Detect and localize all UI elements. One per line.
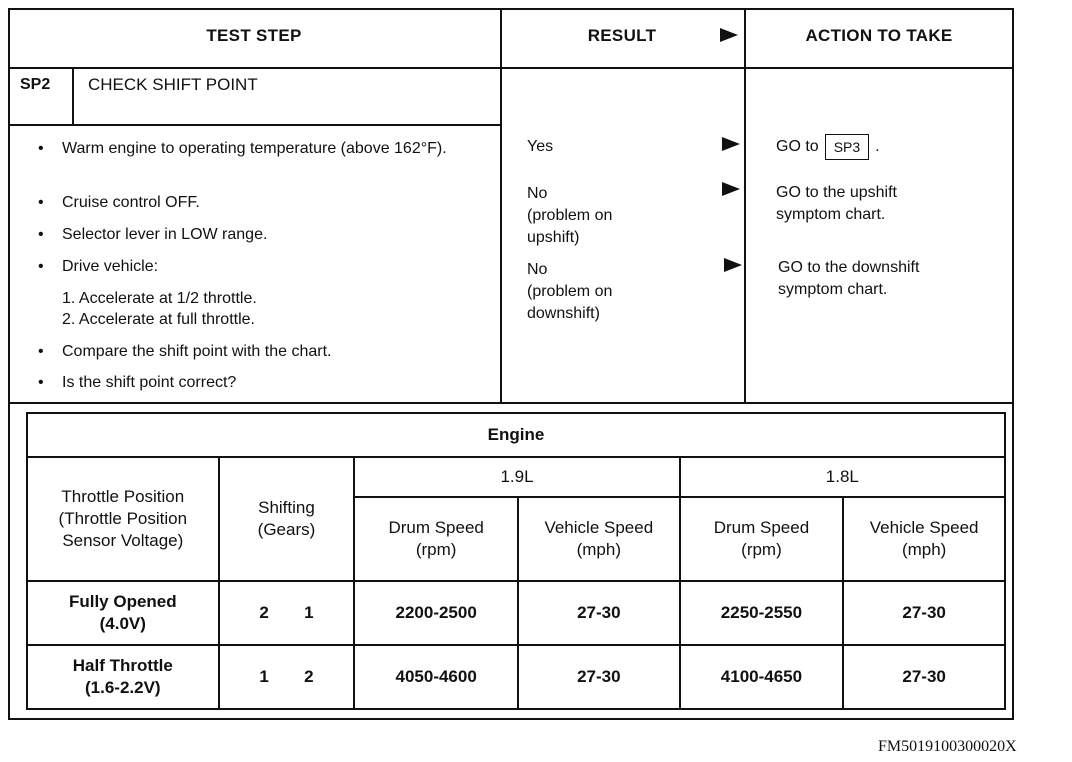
bullet-text: Is the shift point correct? xyxy=(62,374,237,391)
drum-18-cell: 2250-2550 xyxy=(680,581,844,645)
divider xyxy=(8,124,500,126)
bullet-icon: • xyxy=(38,343,44,360)
gear-from: 2 xyxy=(259,603,269,622)
throttle-cell xyxy=(27,581,219,645)
header-line: (mph) xyxy=(576,540,622,559)
drum-19-cell: 2200-2500 xyxy=(354,581,518,645)
veh-19-cell: 27-30 xyxy=(518,581,680,645)
action-text: GO to xyxy=(776,138,819,155)
bullet-text: Warm engine to operating temperature (above 162°F). xyxy=(62,140,447,157)
result-yes: Yes xyxy=(527,138,554,155)
result-line: upshift) xyxy=(527,229,580,246)
header-line: (Throttle Position xyxy=(58,509,188,528)
action-text: . xyxy=(875,138,880,155)
cell-line: (1.6-2.2V) xyxy=(85,678,161,697)
drum-18-cell: 4100-4650 xyxy=(680,645,844,709)
bullet-item xyxy=(38,192,462,214)
action-downshift xyxy=(778,257,919,301)
header-action: ACTION TO TAKE xyxy=(805,26,953,45)
result-line: No xyxy=(527,185,548,202)
arrow-icon xyxy=(722,137,740,151)
header-line: (rpm) xyxy=(741,540,782,559)
sp3-reference: SP3 xyxy=(825,134,869,160)
header-line: Throttle Position xyxy=(61,487,185,506)
action-line: GO to the downshift xyxy=(778,259,920,276)
step-id: SP2 xyxy=(20,76,51,93)
bullet-icon: • xyxy=(38,140,44,157)
result-no-downshift xyxy=(527,259,612,325)
gear-to: 2 xyxy=(304,667,314,686)
table-row xyxy=(27,581,1005,645)
header-result: RESULT xyxy=(587,26,657,45)
arrow-icon xyxy=(724,258,742,272)
engine-header: Engine xyxy=(27,413,1005,457)
bullet-item xyxy=(38,372,482,394)
header-line: Drum Speed xyxy=(713,518,810,537)
substep-2: 2. Accelerate at full throttle. xyxy=(62,311,255,328)
header-line: Drum Speed xyxy=(388,518,484,537)
action-upshift xyxy=(776,182,897,226)
gear-from: 1 xyxy=(259,667,269,686)
veh-18-cell: 27-30 xyxy=(843,645,1005,709)
bullet-text: Compare the shift point with the chart. xyxy=(62,343,332,360)
step-title: CHECK SHIFT POINT xyxy=(88,75,258,94)
header-line: (mph) xyxy=(901,540,947,559)
divider xyxy=(8,402,1014,404)
shift-point-chart xyxy=(26,412,1006,710)
action-yes xyxy=(776,134,880,160)
result-line: downshift) xyxy=(527,305,600,322)
bullet-icon: • xyxy=(38,226,44,243)
drum-speed-header xyxy=(680,497,844,581)
bullet-text: Selector lever in LOW range. xyxy=(62,226,268,243)
header-line: (Gears) xyxy=(257,520,316,539)
table-row xyxy=(27,645,1005,709)
veh-19-cell: 27-30 xyxy=(518,645,680,709)
cell-line: Fully Opened xyxy=(68,592,177,611)
vehicle-speed-header xyxy=(518,497,680,581)
throttle-header xyxy=(27,457,219,581)
bullet-item xyxy=(38,256,462,278)
bullet-text: Cruise control OFF. xyxy=(62,194,200,211)
divider xyxy=(8,67,1014,69)
result-line: (problem on xyxy=(527,283,613,300)
arrow-icon xyxy=(720,28,738,42)
gears-cell xyxy=(219,581,355,645)
header-line: Shifting xyxy=(258,498,315,517)
header-test-step: TEST STEP xyxy=(206,26,302,45)
engine-19-header: 1.9L xyxy=(354,457,679,497)
veh-18-cell: 27-30 xyxy=(843,581,1005,645)
result-line: (problem on xyxy=(527,207,613,224)
divider xyxy=(72,67,74,124)
header-line: (rpm) xyxy=(415,540,457,559)
gear-to: 1 xyxy=(304,603,314,622)
result-no-upshift xyxy=(527,183,612,249)
header-line: Vehicle Speed xyxy=(869,518,979,537)
bullet-icon: • xyxy=(38,374,44,391)
result-line: No xyxy=(527,261,548,278)
bullet-item xyxy=(38,138,462,160)
engine-18-header: 1.8L xyxy=(680,457,1005,497)
shifting-header xyxy=(219,457,355,581)
vehicle-speed-header xyxy=(843,497,1005,581)
bullet-item xyxy=(38,341,482,363)
bullet-text: Drive vehicle: xyxy=(62,258,159,275)
drum-speed-header xyxy=(354,497,518,581)
header-line: Sensor Voltage) xyxy=(62,531,184,550)
action-line: GO to the upshift xyxy=(776,184,897,201)
bullet-icon: • xyxy=(38,194,44,211)
figure-code: FM5019100300020X xyxy=(878,738,1017,755)
cell-line: (4.0V) xyxy=(99,614,146,633)
gears-cell xyxy=(219,645,355,709)
action-line: symptom chart. xyxy=(776,206,886,223)
throttle-cell xyxy=(27,645,219,709)
bullet-icon: • xyxy=(38,258,44,275)
cell-line: Half Throttle xyxy=(72,656,173,675)
action-line: symptom chart. xyxy=(778,281,888,298)
header-line: Vehicle Speed xyxy=(544,518,654,537)
drum-19-cell: 4050-4600 xyxy=(354,645,518,709)
bullet-item xyxy=(38,224,462,246)
substep-1: 1. Accelerate at 1/2 throttle. xyxy=(62,290,257,307)
arrow-icon xyxy=(722,182,740,196)
